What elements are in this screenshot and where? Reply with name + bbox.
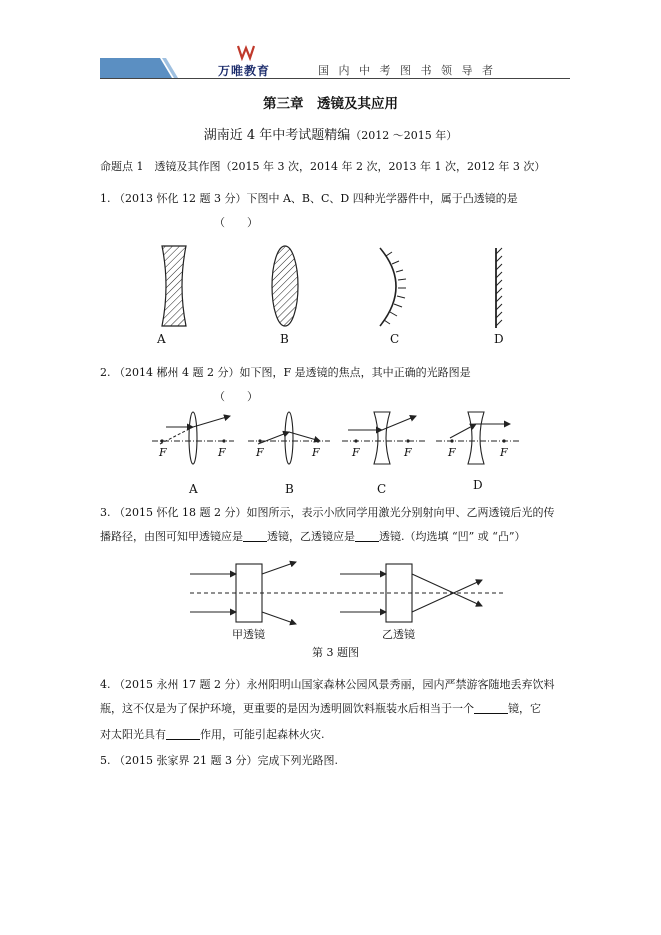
q1-label-d: D xyxy=(494,332,504,346)
q2-figure xyxy=(148,408,538,468)
q4-line-3b: 作用，可能引起森林火灾. xyxy=(200,728,325,741)
q3-label-yi: 乙透镜 xyxy=(382,628,415,641)
q3-line-2a: 播路径，由图可知甲透镜应是 xyxy=(100,530,243,543)
q2-focus-b2: F xyxy=(312,446,320,459)
q1-figure xyxy=(150,240,530,340)
q2-answer-paren: （ ） xyxy=(214,390,258,403)
q3-line-2c: 透镜.（均选填 “凹” 或 “凸”） xyxy=(379,530,526,543)
q3-caption: 第 3 题图 xyxy=(312,646,359,659)
q3-line-2 xyxy=(100,530,525,544)
q2-label-c: C xyxy=(377,482,387,496)
q3-lens-jia-diagram xyxy=(190,562,338,624)
q3-lens-yi-diagram xyxy=(338,564,504,622)
q4-line-2 xyxy=(100,702,541,716)
q2-focus-a1: F xyxy=(159,446,167,459)
q2-label-b: B xyxy=(285,482,294,496)
subtitle-range: （2012 ～2015 年） xyxy=(350,129,458,142)
topic-heading: 命题点 1 透镜及其作图（2015 年 3 次，2014 年 2 次，2013 年 1 次，2012 年 3 次） xyxy=(100,160,546,173)
q2-focus-d1: F xyxy=(448,446,456,459)
q2-label-d: D xyxy=(473,478,483,492)
q3-blank-jia[interactable] xyxy=(243,530,267,542)
q4-line-1: 4. （2015 永州 17 题 2 分）永州阳明山国家森林公园风景秀丽，园内严禁游客随地丢弃饮料 xyxy=(100,678,555,691)
subtitle-main: 湖南近 4 年中考试题精编 xyxy=(203,128,351,143)
q4-blank-lens[interactable] xyxy=(474,702,508,714)
q1-answer-paren: （ ） xyxy=(214,216,258,229)
header-slogan: 国 内 中 考 图 书 领 导 者 xyxy=(318,64,496,77)
convex-lens-b xyxy=(272,246,298,326)
q2-focus-b1: F xyxy=(256,446,264,459)
header-band xyxy=(100,58,172,78)
q3-line-1: 3. （2015 怀化 18 题 2 分）如图所示，表示小欣同学用激光分别射向甲、乙两透镜后光的传 xyxy=(100,506,555,519)
q4-line-2b: 镜，它 xyxy=(508,702,541,715)
q2-label-a: A xyxy=(189,482,198,496)
q3-label-jia: 甲透镜 xyxy=(232,628,265,641)
q1-label-b: B xyxy=(280,332,289,346)
header-rule xyxy=(100,78,570,79)
brand-logo-icon xyxy=(236,44,256,60)
q2-focus-a2: F xyxy=(218,446,226,459)
q2-focus-d2: F xyxy=(500,446,508,459)
subtitle xyxy=(0,124,661,143)
q2-text: 2. （2014 郴州 4 题 2 分）如下图，F 是透镜的焦点，其中正确的光路图是 xyxy=(100,366,471,379)
brand-logo-text: 万唯教育 xyxy=(218,64,271,78)
q4-line-3 xyxy=(100,728,325,742)
q3-line-2b: 透镜，乙透镜应是 xyxy=(267,530,355,543)
q2-focus-c1: F xyxy=(352,446,360,459)
chapter-title: 第三章 透镜及其应用 xyxy=(263,96,398,112)
q4-line-3a: 对太阳光具有 xyxy=(100,728,166,741)
q2-diagram-b xyxy=(258,412,320,464)
q3-blank-yi[interactable] xyxy=(355,530,379,542)
q1-text: 1. （2013 怀化 12 题 3 分）下图中 A、B、C、D 四种光学器件中，属于凸透镜的是 xyxy=(100,192,518,205)
q4-line-2a: 瓶，这不仅是为了保护环境，更重要的是因为透明圆饮料瓶装水后相当于一个 xyxy=(100,702,474,715)
q1-label-c: C xyxy=(390,332,400,346)
q2-focus-c2: F xyxy=(404,446,412,459)
q4-blank-effect[interactable] xyxy=(166,728,200,740)
concave-mirror-c xyxy=(380,248,406,326)
plane-mirror-d xyxy=(496,248,502,328)
concave-lens-a xyxy=(162,246,186,326)
q5-text: 5. （2015 张家界 21 题 3 分）完成下列光路图. xyxy=(100,754,338,767)
q1-label-a: A xyxy=(157,332,166,346)
